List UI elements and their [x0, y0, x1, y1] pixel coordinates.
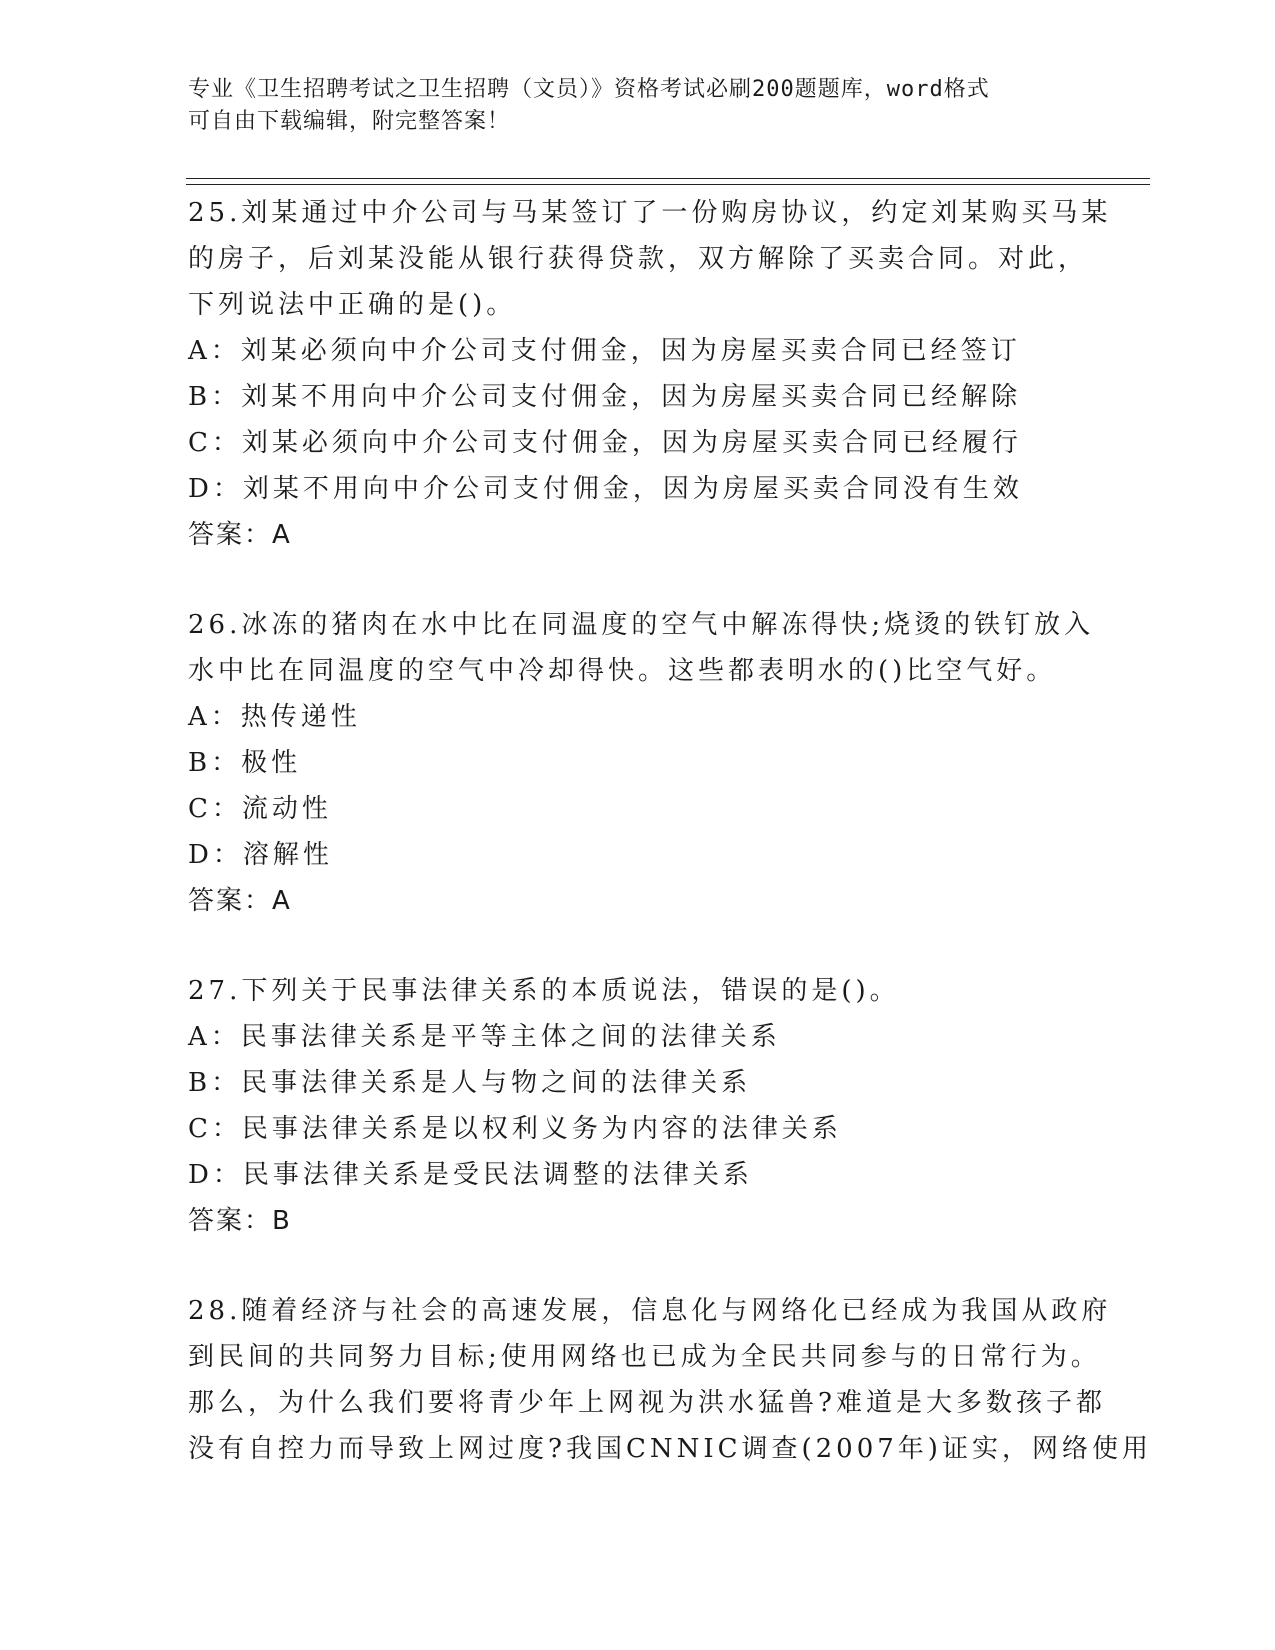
option-c: C：民事法律关系是以权利义务为内容的法律关系 [188, 1114, 842, 1144]
option-b: B：刘某不用向中介公司支付佣金，因为房屋买卖合同已经解除 [188, 382, 1022, 412]
answer-label: 答案：B [188, 1206, 292, 1236]
question-text-line: 下列说法中正确的是()。 [188, 290, 517, 320]
question-26 [188, 602, 1095, 924]
question-text-line: 的房子，后刘某没能从银行获得贷款，双方解除了买卖合同。对此， [188, 244, 1089, 274]
question-28 [188, 1288, 1152, 1472]
option-d: D：刘某不用向中介公司支付佣金，因为房屋买卖合同没有生效 [188, 474, 1023, 504]
option-c: C：刘某必须向中介公司支付佣金，因为房屋买卖合同已经履行 [188, 428, 1022, 458]
option-a: A：热传递性 [188, 702, 361, 732]
option-a: A：刘某必须向中介公司支付佣金，因为房屋买卖合同已经签订 [188, 336, 1021, 366]
question-text-line: 26.冰冻的猪肉在水中比在同温度的空气中解冻得快;烧烫的铁钉放入 [188, 610, 1095, 640]
header-line-2: 可自由下载编辑，附完整答案！ [188, 109, 511, 134]
question-spacer [188, 924, 1088, 968]
header-rule-bottom [186, 184, 1150, 185]
option-b: B：民事法律关系是人与物之间的法律关系 [188, 1068, 752, 1098]
document-header [188, 74, 1068, 138]
header-rule-top [186, 178, 1150, 179]
option-d: D：民事法律关系是受民法调整的法律关系 [188, 1160, 753, 1190]
question-text-line: 到民间的共同努力目标;使用网络也已成为全民共同参与的日常行为。 [188, 1342, 1101, 1372]
question-text-line: 没有自控力而导致上网过度?我国CNNIC调查(2007年)证实，网络使用 [188, 1434, 1152, 1464]
header-line-1: 专业《卫生招聘考试之卫生招聘（文员）》资格考试必刷200题题库，word格式 [188, 77, 990, 102]
question-25 [188, 190, 1112, 558]
answer-label: 答案：A [188, 520, 292, 550]
question-text-line: 那么，为什么我们要将青少年上网视为洪水猛兽?难道是大多数孩子都 [188, 1388, 1106, 1418]
question-text-line: 水中比在同温度的空气中冷却得快。这些都表明水的()比空气好。 [188, 656, 1057, 686]
answer-label: 答案：A [188, 886, 292, 916]
option-a: A：民事法律关系是平等主体之间的法律关系 [188, 1022, 781, 1052]
question-list [188, 190, 1152, 1472]
question-text-line: 27.下列关于民事法律关系的本质说法，错误的是()。 [188, 976, 900, 1006]
question-text-line: 25.刘某通过中介公司与马某签订了一份购房协议，约定刘某购买马某 [188, 198, 1112, 228]
option-c: C：流动性 [188, 794, 332, 824]
question-text-line: 28.随着经济与社会的高速发展，信息化与网络化已经成为我国从政府 [188, 1296, 1112, 1326]
option-b: B：极性 [188, 748, 302, 778]
question-spacer [188, 558, 1088, 602]
question-27 [188, 968, 1088, 1244]
option-d: D：溶解性 [188, 840, 333, 870]
question-spacer [188, 1244, 1088, 1288]
